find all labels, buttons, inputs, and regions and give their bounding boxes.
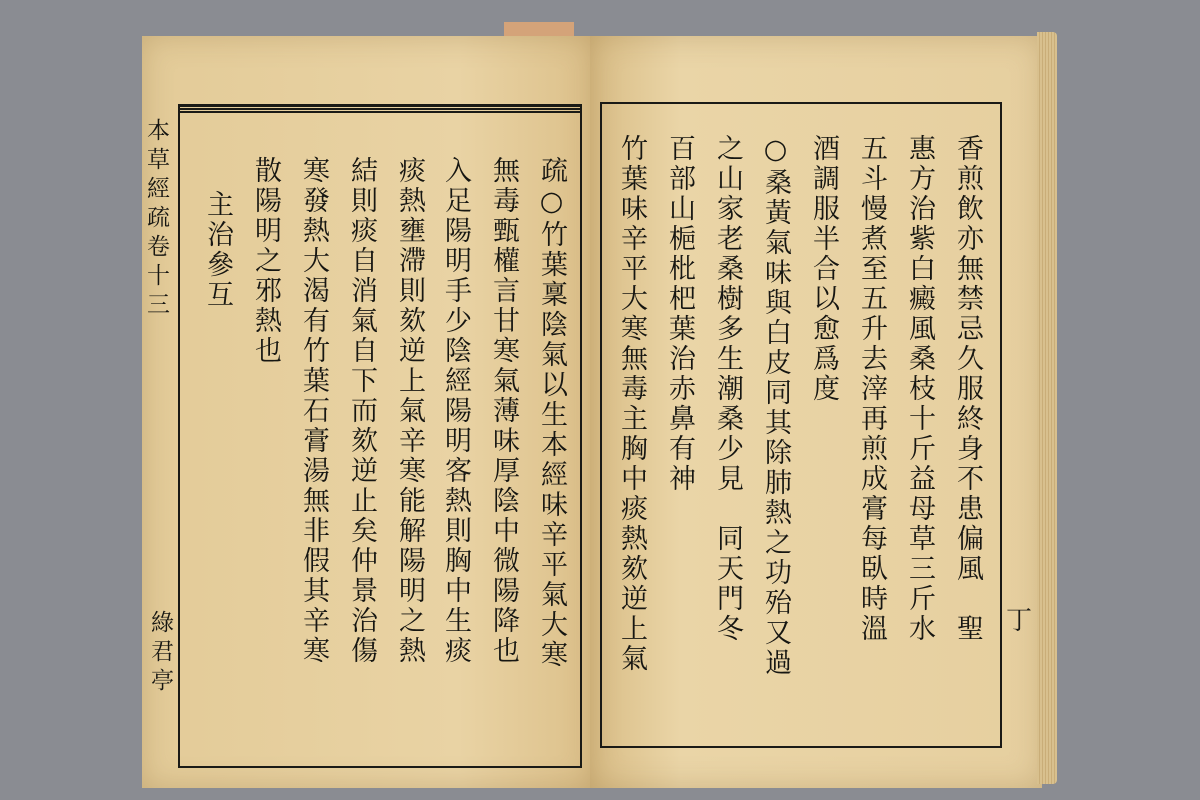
left-column-2: 無毒甄權言甘寒氣薄味厚陰中微陽降也 bbox=[488, 156, 519, 666]
left-column-1: 疏○竹葉稟陰氣以生本經味辛平氣大寒 bbox=[536, 156, 567, 670]
margin-title: 本草經疏卷十三 bbox=[143, 118, 169, 321]
right-column-4: 酒調服半合以愈爲度 bbox=[808, 134, 839, 404]
left-column-4: 痰熱壅滯則欬逆上氣辛寒能解陽明之熱 bbox=[394, 156, 425, 666]
right-column-2: 惠方治紫白癜風桑枝十斤益母草三斤水 bbox=[904, 134, 935, 644]
left-column-3: 入足陽明手少陰經陽明客熱則胸中生痰 bbox=[440, 156, 471, 666]
left-column-5: 結則痰自消氣自下而欬逆止矣仲景治傷 bbox=[346, 156, 377, 666]
left-text-frame bbox=[178, 108, 582, 768]
left-column-8: 主治參互 bbox=[202, 190, 233, 310]
right-column-1: 香煎飲亦無禁忌久服終身不患偏風 聖 bbox=[952, 134, 983, 644]
page-mark: 丁 bbox=[1006, 606, 1033, 636]
right-column-6: 之山家老桑樹多生潮桑少見 同天門冬 bbox=[712, 134, 743, 644]
left-column-7: 散陽明之邪熱也 bbox=[250, 156, 281, 366]
right-column-5: ○桑黃氣味與白皮同其除肺熱之功殆又過 bbox=[760, 134, 791, 678]
right-column-7: 百部山梔枇杷葉治赤鼻有神 bbox=[664, 134, 695, 494]
right-column-8: 竹葉味辛平大寒無毒主胸中痰熱欬逆上氣 bbox=[616, 134, 647, 674]
right-column-3: 五斗慢煮至五升去滓再煎成膏每臥時溫 bbox=[856, 134, 887, 644]
right-text-frame bbox=[600, 102, 1002, 748]
margin-publisher: 綠君亭 bbox=[147, 610, 173, 697]
left-column-6: 寒發熱大渴有竹葉石膏湯無非假其辛寒 bbox=[298, 156, 329, 666]
page-edges bbox=[1037, 32, 1057, 784]
open-book bbox=[142, 22, 1054, 790]
